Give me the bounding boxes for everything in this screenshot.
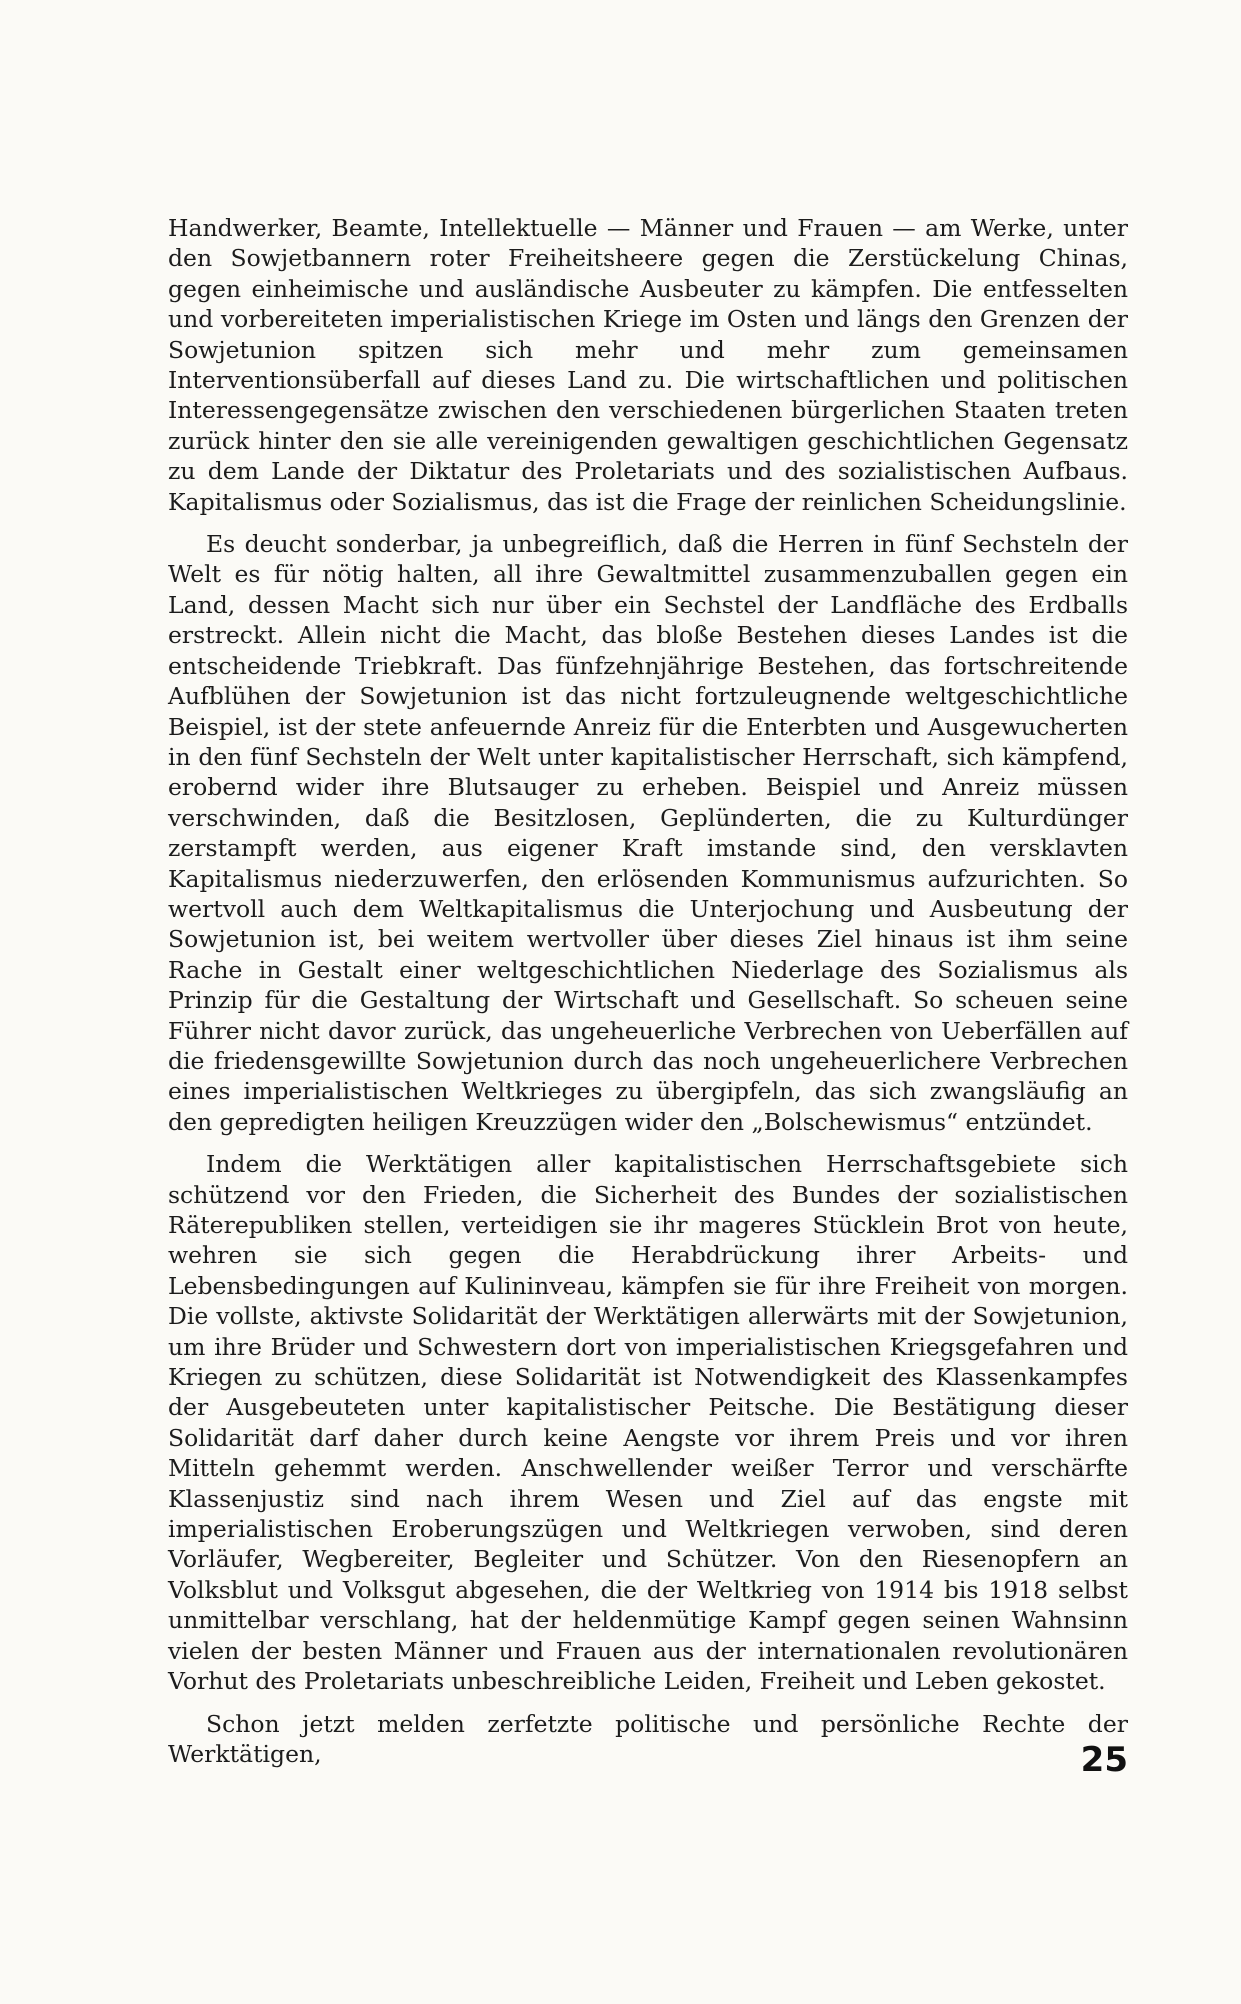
- paragraph-2: Es deucht sonderbar, ja unbegreiflich, daß die Herren in fünf Sechsteln der Welt es für nötig halten, all ihre Gewaltmittel zusammenzuballen gegen ein Land, dessen Macht sich nur über ein Sechstel der Landfläche des Erdballs erstreckt. Allein nicht die Macht, das bloße Bestehen dieses Landes ist die entscheidende Triebkraft. Das fünfzehnjährige Bestehen, das fortschreitende Aufblühen der Sowjetunion ist das nicht fortzuleugnende weltgeschichtliche Beispiel, ist der stete anfeuernde Anreiz für die Enterbten und Ausgewucherten in den fünf Sechsteln der Welt unter kapitalistischer Herrschaft, sich kämpfend, erobernd wider ihre Blutsauger zu erheben. Beispiel und Anreiz müssen verschwinden, daß die Besitzlosen, Geplünderten, die zu Kulturdünger zerstampft werden, aus eigener Kraft imstande sind, den versklavten Kapitalismus niederzuwerfen, den erlösenden Kommunismus aufzurichten. So wertvoll auch dem Weltkapitalismus die Unterjochung und Ausbeutung der Sowjetunion ist, bei weitem wertvoller über dieses Ziel hinaus ist ihm seine Rache in Gestalt einer weltgeschichtlichen Niederlage des Sozialismus als Prinzip für die Gestaltung der Wirtschaft und Gesellschaft. So scheuen seine Führer nicht davor zurück, das ungeheuerliche Verbrechen von Ueberfällen auf die friedensgewillte Sowjetunion durch das noch ungeheuerlichere Verbrechen eines imperialistischen Weltkrieges zu übergipfeln, das sich zwangsläufig an den gepredigten heiligen Kreuzzügen wider den „Bolschewismus“ entzündet.: [168, 530, 1128, 1136]
- paragraph-4: Schon jetzt melden zerfetzte politische und persönliche Rechte der Werktätigen,: [168, 1709, 1128, 1768]
- body-text: [168, 213, 1128, 1781]
- page-number: 25: [1080, 1740, 1128, 1780]
- paragraph-1: Handwerker, Beamte, Intellektuelle — Männer und Frauen — am Werke, unter den Sowjetbannern roter Freiheitsheere gegen die Zerstückelung Chinas, gegen einheimische und ausländische Ausbeuter zu kämpfen. Die entfesselten und vorbereiteten imperialistischen Kriege im Osten und längs den Grenzen der Sowjetunion spitzen sich mehr und mehr zum gemeinsamen Interventionsüberfall auf dieses Land zu. Die wirtschaftlichen und politischen Interessengegensätze zwischen den verschiedenen bürgerlichen Staaten treten zurück hinter den sie alle vereinigenden gewaltigen geschichtlichen Gegensatz zu dem Lande der Diktatur des Proletariats und des sozialistischen Aufbaus. Kapitalismus oder Sozialismus, das ist die Frage der reinlichen Scheidungslinie.: [168, 214, 1128, 516]
- paragraph-3: Indem die Werktätigen aller kapitalistischen Herrschaftsgebiete sich schützend vor den Frieden, die Sicherheit des Bundes der sozialistischen Räterepubliken stellen, verteidigen sie ihr mageres Stücklein Brot von heute, wehren sie sich gegen die Herabdrückung ihrer Arbeits- und Lebensbedingungen auf Kulininveau, kämpfen sie für ihre Freiheit von morgen. Die vollste, aktivste Solidarität der Werktätigen allerwärts mit der Sowjetunion, um ihre Brüder und Schwestern dort von imperialistischen Kriegsgefahren und Kriegen zu schützen, diese Solidarität ist Notwendigkeit des Klassenkampfes der Ausgebeuteten unter kapitalistischer Peitsche. Die Bestätigung dieser Solidarität darf daher durch keine Aengste vor ihrem Preis und vor ihren Mitteln gehemmt werden. Anschwellender weißer Terror und verschärfte Klassenjustiz sind nach ihrem Wesen und Ziel auf das engste mit imperialistischen Eroberungszügen und Weltkriegen verwoben, sind deren Vorläufer, Wegbereiter, Begleiter und Schützer. Von den Riesenopfern an Volksblut und Volksgut abgesehen, die der Weltkrieg von 1914 bis 1918 selbst unmittelbar verschlang, hat der heldenmütige Kampf gegen seinen Wahnsinn vielen der besten Männer und Frauen aus der internationalen revolutionären Vorhut des Proletariats unbeschreibliche Leiden, Freiheit und Leben gekostet.: [168, 1150, 1128, 1696]
